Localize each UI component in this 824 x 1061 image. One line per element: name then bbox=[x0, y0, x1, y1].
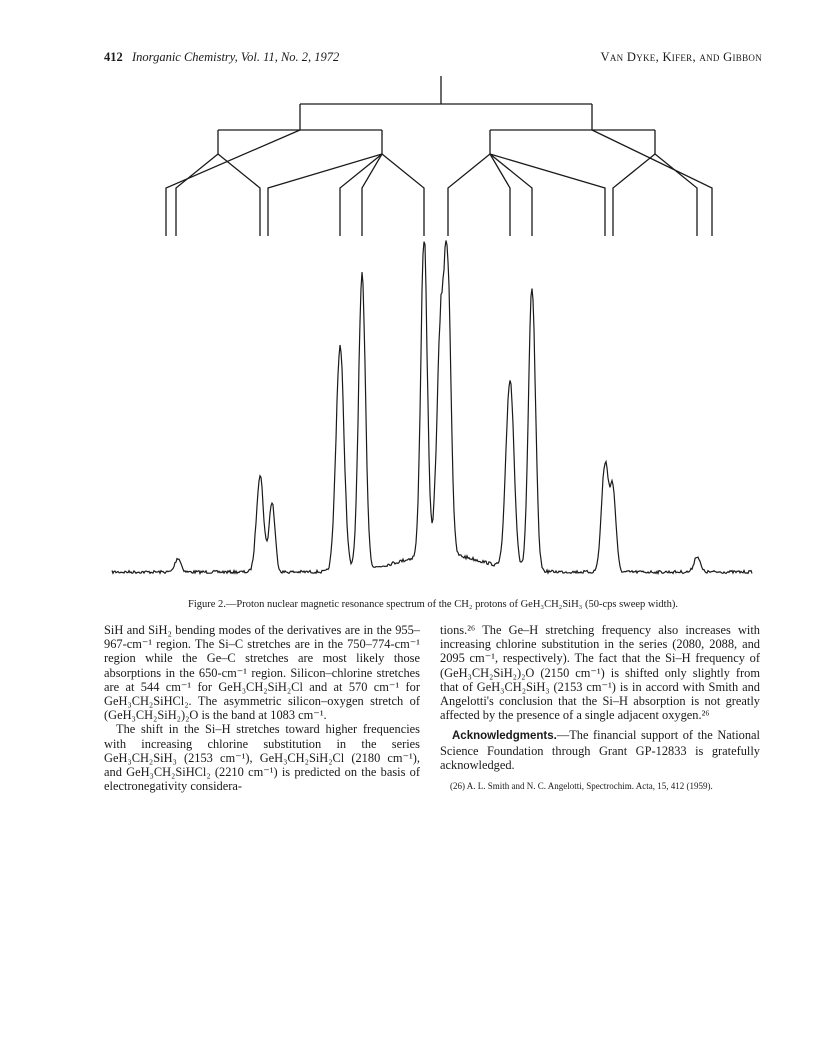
body-paragraph: tions.²⁶ The Ge–H stretching frequency also increases with increasing chlorine substitution in the series (2080, 2088, and 2095 cm⁻¹, respectively). The fact that the Si–H frequency of (GeH₃CH₂SiH₂)₂O (2150 cm⁻¹) is shifted only slightly from that of GeH₃CH₂SiH₃ (2153 cm⁻¹) is in accord with Smith and Angelotti's conclusion that the Si–H absorption is not greatly affected by the presence of a single adjacent oxygen.²⁶ bbox=[440, 623, 760, 723]
running-authors: Van Dyke, Kifer, and Gibbon bbox=[600, 50, 762, 64]
running-header bbox=[104, 50, 762, 70]
nmr-figure bbox=[100, 76, 760, 596]
nmr-trace bbox=[112, 241, 752, 574]
journal-citation: Inorganic Chemistry, Vol. 11, No. 2, 1972 bbox=[132, 50, 340, 64]
acknowledgments bbox=[440, 728, 760, 772]
page-number: 412 bbox=[104, 50, 123, 64]
acknowledgments-text: —The financial support of the National Science Foundation through Grant GP-12833 is gratefully acknowledged. bbox=[440, 728, 760, 772]
figure-caption: Figure 2.—Proton nuclear magnetic resonance spectrum of the CH₂ protons of GeH₃CH₂SiH₃ (50-cps sweep width). bbox=[188, 599, 678, 610]
body-paragraph: SiH and SiH₂ bending modes of the derivatives are in the 955–967-cm⁻¹ region. The Si–C stretches are in the 750–774-cm⁻¹ region while the Ge–C stretches are most likely those absorptions in the 650-cm⁻¹ region. Silicon–chlorine stretches are at 544 cm⁻¹ for GeH₃CH₂SiH₂Cl and at 570 cm⁻¹ for GeH₃CH₂SiHCl₂. The asymmetric silicon–oxygen stretch of (GeH₃CH₂SiH₂)₂O is the band at 1083 cm⁻¹. bbox=[104, 623, 420, 723]
nmr-spectrum-plot bbox=[100, 76, 760, 596]
footnote: (26) A. L. Smith and N. C. Angelotti, Spectrochim. Acta, 15, 412 (1959). bbox=[450, 781, 713, 792]
text-column-left bbox=[104, 623, 420, 793]
text-column-right bbox=[440, 623, 760, 792]
body-paragraph: The shift in the Si–H stretches toward higher frequencies with increasing chlorine substitution in the series GeH₃CH₂SiH₃ (2153 cm⁻¹), GeH₃CH₂SiH₂Cl (2180 cm⁻¹), and GeH₃CH₂SiHCl₂ (2210 cm⁻¹) is predicted on the basis of electronegativity considera- bbox=[104, 722, 420, 794]
splitting-tree bbox=[166, 76, 712, 236]
acknowledgments-heading: Acknowledgments. bbox=[452, 730, 557, 743]
